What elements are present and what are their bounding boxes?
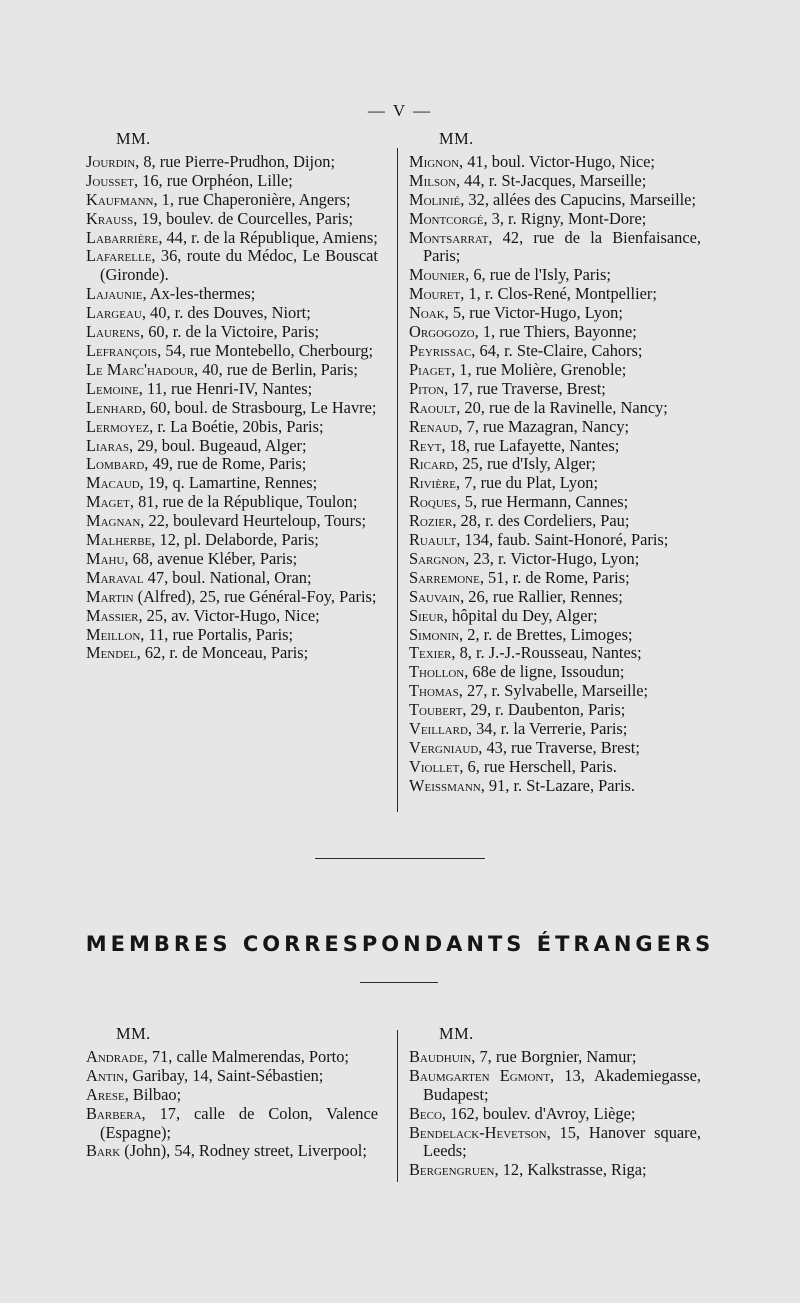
- member-address: 51, r. de Rome, Paris;: [483, 567, 630, 587]
- member-name: Lermoyez,: [86, 416, 154, 436]
- member-address: 43, rue Traverse, Brest;: [482, 738, 640, 757]
- member-name: Orgogozo,: [409, 322, 479, 342]
- member-entry: [86, 1067, 378, 1086]
- member-address: 44, r. de la République, Amiens;: [162, 227, 378, 247]
- member-address: 162, boulev. d'Avroy, Liège;: [446, 1103, 636, 1123]
- member-address: (Alfred), 25, rue Général-Foy, Paris;: [133, 586, 377, 606]
- member-entry: [409, 172, 701, 191]
- member-address: 5, rue Hermann, Cannes;: [460, 492, 629, 512]
- column-divider: [397, 148, 398, 812]
- member-address: (John), 54, Rodney street, Liverpool;: [120, 1141, 367, 1161]
- bottom-left-column: [86, 1025, 378, 1161]
- member-entry: [409, 323, 701, 342]
- member-address: 28, r. des Cordeliers, Pau;: [456, 511, 630, 531]
- member-name: Roques,: [409, 492, 461, 512]
- member-name: Sargnon,: [409, 548, 470, 568]
- member-name: Renaud,: [409, 416, 463, 436]
- member-address: 49, rue de Rome, Paris;: [148, 454, 307, 474]
- member-entry: [86, 1086, 378, 1105]
- member-address: 22, boulevard Heurteloup, Tours;: [144, 511, 367, 531]
- member-address: 29, boul. Bugeaud, Alger;: [133, 435, 307, 455]
- heading-underline: [360, 982, 438, 983]
- member-name: Mignon,: [409, 151, 464, 171]
- member-name: Raoult,: [409, 397, 461, 417]
- member-name: Rivière,: [409, 473, 461, 493]
- member-address: 19, boulev. de Courcelles, Paris;: [137, 208, 354, 228]
- member-entry: [86, 304, 378, 323]
- member-entry: [86, 474, 378, 493]
- member-entry: [409, 191, 701, 210]
- member-entry: [409, 512, 701, 531]
- member-entry: [409, 210, 701, 229]
- member-entry: [409, 777, 701, 796]
- member-name: Maget,: [86, 492, 134, 512]
- member-address: hôpital du Dey, Alger;: [447, 605, 598, 625]
- member-address: 44, r. St-Jacques, Marseille;: [460, 170, 647, 190]
- member-name: Peyrissac,: [409, 340, 476, 360]
- member-address: 40, r. des Douves, Niort;: [145, 303, 311, 323]
- member-address: 71, calle Malmerendas, Porto;: [147, 1046, 349, 1066]
- member-entry: [409, 342, 701, 361]
- member-entry: [86, 493, 378, 512]
- member-entry: [409, 304, 701, 323]
- member-address: 11, rue Portalis, Paris;: [144, 624, 294, 644]
- member-entry: [409, 1161, 701, 1180]
- member-entry: [86, 1142, 378, 1161]
- member-entry: [86, 153, 378, 172]
- member-name: Liaras,: [86, 435, 134, 455]
- member-name: Krauss,: [86, 208, 138, 228]
- member-entry: [86, 285, 378, 304]
- member-entry: [86, 626, 378, 645]
- member-name: Martin: [86, 586, 134, 606]
- member-name: Jousset,: [86, 170, 139, 190]
- member-address: 17, calle de Colon, Valence (Espagne);: [100, 1103, 378, 1142]
- member-entry: [409, 701, 701, 720]
- member-address: 8, r. J.-J.-Rousseau, Nantes;: [455, 643, 642, 663]
- member-entry: [409, 682, 701, 701]
- member-address: 8, rue Pierre-Prudhon, Dijon;: [139, 151, 336, 171]
- member-address: 68, avenue Kléber, Paris;: [128, 548, 298, 568]
- member-name: Lombard,: [86, 454, 149, 474]
- member-entry: [409, 569, 701, 588]
- member-entry: [409, 153, 701, 172]
- member-entry: [409, 418, 701, 437]
- member-entry: [86, 569, 378, 588]
- member-address: 47, boul. National, Oran;: [143, 567, 312, 587]
- member-address: 1, rue Thiers, Bayonne;: [478, 322, 637, 342]
- member-name: Baudhuin,: [409, 1046, 476, 1066]
- member-entry: [86, 361, 378, 380]
- section-heading: MEMBRES CORRESPONDANTS ÉTRANGERS: [85, 932, 715, 956]
- member-name: Viollet,: [409, 756, 464, 776]
- member-address: 15, Hanover square, Leeds;: [423, 1122, 701, 1161]
- member-entry: [409, 739, 701, 758]
- member-address: 3, r. Rigny, Mont-Dore;: [487, 208, 647, 228]
- member-entry: [86, 229, 378, 248]
- member-entry: [86, 210, 378, 229]
- member-name: Montsarrat,: [409, 227, 493, 247]
- member-name: Largeau,: [86, 303, 146, 323]
- member-address: 16, rue Orphéon, Lille;: [138, 170, 293, 190]
- member-address: 1, rue Chaperonière, Angers;: [157, 189, 351, 209]
- member-address: 91, r. St-Lazare, Paris.: [484, 775, 636, 795]
- member-entry: [86, 191, 378, 210]
- member-address: 1, r. Clos-René, Montpellier;: [464, 284, 657, 304]
- member-address: 36, route du Médoc, Le Bouscat (Gironde).: [100, 246, 378, 285]
- member-entry: [86, 550, 378, 569]
- member-name: Sieur,: [409, 605, 448, 625]
- member-address: 60, r. de la Victoire, Paris;: [144, 322, 320, 342]
- member-address: 6, rue Herschell, Paris.: [463, 756, 617, 776]
- member-entry: [409, 644, 701, 663]
- member-entry: [409, 229, 701, 267]
- member-address: 41, boul. Victor-Hugo, Nice;: [463, 151, 655, 171]
- member-name: Piton,: [409, 378, 449, 398]
- member-name: Kaufmann,: [86, 189, 158, 209]
- top-right-column: [409, 130, 701, 796]
- section-rule: [315, 858, 485, 859]
- member-name: Rozier,: [409, 511, 457, 531]
- member-entry: [409, 663, 701, 682]
- member-entry: [86, 399, 378, 418]
- member-address: Bilbao;: [128, 1084, 182, 1104]
- column-header: MM.: [116, 1024, 151, 1043]
- member-entry: [409, 361, 701, 380]
- member-name: Vergniaud,: [409, 738, 483, 757]
- member-address: 25, av. Victor-Hugo, Nice;: [142, 605, 320, 625]
- bottom-right-column: [409, 1025, 701, 1180]
- member-address: 19, q. Lamartine, Rennes;: [143, 473, 318, 493]
- member-entry: [409, 1124, 701, 1162]
- member-entry: [409, 531, 701, 550]
- member-address: 17, rue Traverse, Brest;: [448, 378, 606, 398]
- page-number: — V —: [367, 101, 433, 120]
- member-name: Toubert,: [409, 700, 467, 720]
- member-name: Ruault,: [409, 530, 461, 550]
- member-address: 25, rue d'Isly, Alger;: [458, 454, 596, 474]
- member-address: 12, pl. Delaborde, Paris;: [155, 530, 319, 550]
- member-address: 42, rue de la Bienfaisance, Paris;: [423, 227, 701, 266]
- member-address: 13, Akademiegasse, Budapest;: [423, 1065, 702, 1104]
- member-entry: [86, 1105, 378, 1143]
- member-address: Ax-les-thermes;: [146, 284, 256, 304]
- member-entry: [409, 493, 701, 512]
- member-entry: [409, 588, 701, 607]
- member-address: 64, r. Ste-Claire, Cahors;: [475, 340, 643, 360]
- column-header: MM.: [439, 129, 474, 148]
- member-entry: [86, 172, 378, 191]
- member-name: Noak,: [409, 303, 449, 323]
- member-address: 32, allées des Capucins, Marseille;: [464, 189, 697, 209]
- member-name: Jourdin,: [86, 151, 140, 171]
- member-entry: [409, 1048, 701, 1067]
- member-address: 7, rue du Plat, Lyon;: [460, 473, 599, 493]
- member-address: 26, rue Rallier, Rennes;: [464, 586, 623, 606]
- member-entry: [86, 607, 378, 626]
- member-name: Lefrançois,: [86, 340, 162, 360]
- member-name: Montcorgé,: [409, 208, 488, 228]
- member-address: 60, boul. de Strasbourg, Le Havre;: [145, 397, 377, 417]
- member-entry: [409, 758, 701, 777]
- member-name: Meillon,: [86, 624, 145, 644]
- member-entry: [86, 437, 378, 456]
- member-address: 81, rue de la République, Toulon;: [134, 492, 358, 512]
- member-entry: [409, 550, 701, 569]
- member-entry: [86, 418, 378, 437]
- member-entry: [409, 720, 701, 739]
- member-entry: [86, 455, 378, 474]
- member-name: Magnan,: [86, 511, 145, 531]
- member-name: Maraval: [86, 567, 144, 587]
- member-name: Malherbe,: [86, 530, 156, 550]
- member-name: Massier,: [86, 605, 143, 625]
- member-name: Thollon,: [409, 662, 469, 682]
- member-address: 134, faub. Saint-Honoré, Paris;: [460, 530, 669, 550]
- member-entry: [86, 644, 378, 663]
- member-name: Laurens,: [86, 322, 145, 342]
- member-entry: [86, 512, 378, 531]
- member-address: 12, Kalkstrasse, Riga;: [498, 1160, 647, 1180]
- member-name: Baumgarten Egmont,: [409, 1065, 555, 1085]
- member-name: Milson,: [409, 170, 461, 190]
- member-name: Reyt,: [409, 435, 446, 455]
- member-name: Molinié,: [409, 189, 465, 209]
- member-name: Simonin,: [409, 624, 464, 644]
- member-address: 11, rue Henri-IV, Nantes;: [142, 378, 313, 398]
- member-address: 7, rue Borgnier, Namur;: [475, 1046, 637, 1066]
- member-address: 29, r. Daubenton, Paris;: [466, 700, 626, 720]
- member-address: 2, r. de Brettes, Limoges;: [463, 624, 633, 644]
- member-address: 62, r. de Monceau, Paris;: [140, 643, 309, 663]
- member-entry: [409, 455, 701, 474]
- member-name: Labarrière,: [86, 227, 163, 247]
- member-name: Lenhard,: [86, 397, 146, 417]
- member-name: Veillard,: [409, 719, 472, 739]
- member-name: Macaud,: [86, 473, 144, 493]
- member-address: 40, rue de Berlin, Paris;: [198, 359, 358, 379]
- member-address: r. La Boétie, 20bis, Paris;: [153, 416, 324, 436]
- member-name: Ricard,: [409, 454, 459, 474]
- member-name: Mendel,: [86, 643, 141, 663]
- member-name: Bendelack-Hevetson,: [409, 1122, 551, 1142]
- member-entry: [409, 399, 701, 418]
- member-address: Garibay, 14, Saint-Sébastien;: [128, 1065, 324, 1085]
- member-entry: [409, 437, 701, 456]
- member-address: 20, rue de la Ravinelle, Nancy;: [460, 397, 668, 417]
- member-name: Lemoine,: [86, 378, 143, 398]
- top-left-column: [86, 130, 378, 663]
- member-address: 6, rue de l'Isly, Paris;: [469, 265, 611, 285]
- column-header: MM.: [116, 129, 151, 148]
- member-address: 7, rue Mazagran, Nancy;: [462, 416, 630, 436]
- member-address: 18, rue Lafayette, Nantes;: [445, 435, 620, 455]
- member-entry: [86, 323, 378, 342]
- member-address: 34, r. la Verrerie, Paris;: [471, 719, 628, 739]
- member-entry: [409, 1067, 701, 1105]
- member-name: Piaget,: [409, 359, 456, 379]
- member-name: Mounier,: [409, 265, 470, 285]
- member-name: Bark: [86, 1141, 121, 1161]
- member-entry: [86, 1048, 378, 1067]
- member-name: Weissmann,: [409, 775, 485, 795]
- member-name: Lajaunie,: [86, 284, 147, 304]
- member-entry: [409, 607, 701, 626]
- member-name: Le Marc'hadour,: [86, 359, 199, 379]
- member-address: 68e de ligne, Issoudun;: [468, 662, 625, 682]
- member-name: Andrade,: [86, 1046, 148, 1066]
- member-entry: [409, 474, 701, 493]
- member-name: Thomas,: [409, 681, 463, 701]
- member-address: 54, rue Montebello, Cherbourg;: [161, 340, 374, 360]
- member-address: 1, rue Molière, Grenoble;: [455, 359, 627, 379]
- member-name: Mahu,: [86, 548, 129, 568]
- column-divider: [397, 1030, 398, 1182]
- member-name: Lafarelle,: [86, 246, 156, 266]
- member-entry: [86, 247, 378, 285]
- member-name: Arese,: [86, 1084, 129, 1104]
- member-entry: [86, 588, 378, 607]
- member-entry: [86, 380, 378, 399]
- member-entry: [409, 626, 701, 645]
- member-address: 27, r. Sylvabelle, Marseille;: [462, 681, 649, 701]
- member-name: Sauvain,: [409, 586, 465, 606]
- member-entry: [409, 266, 701, 285]
- member-entry: [409, 285, 701, 304]
- member-address: 23, r. Victor-Hugo, Lyon;: [469, 548, 640, 568]
- member-name: Barbera,: [86, 1103, 146, 1123]
- member-name: Mouret,: [409, 284, 465, 304]
- member-name: Beco,: [409, 1103, 447, 1123]
- member-name: Bergengruen,: [409, 1160, 499, 1180]
- member-entry: [409, 1105, 701, 1124]
- member-address: 5, rue Victor-Hugo, Lyon;: [448, 303, 623, 323]
- member-entry: [409, 380, 701, 399]
- member-name: Texier,: [409, 643, 456, 663]
- member-name: Sarremone,: [409, 567, 484, 587]
- member-name: Antin,: [86, 1065, 129, 1085]
- column-header: MM.: [439, 1024, 474, 1043]
- member-entry: [86, 531, 378, 550]
- member-entry: [86, 342, 378, 361]
